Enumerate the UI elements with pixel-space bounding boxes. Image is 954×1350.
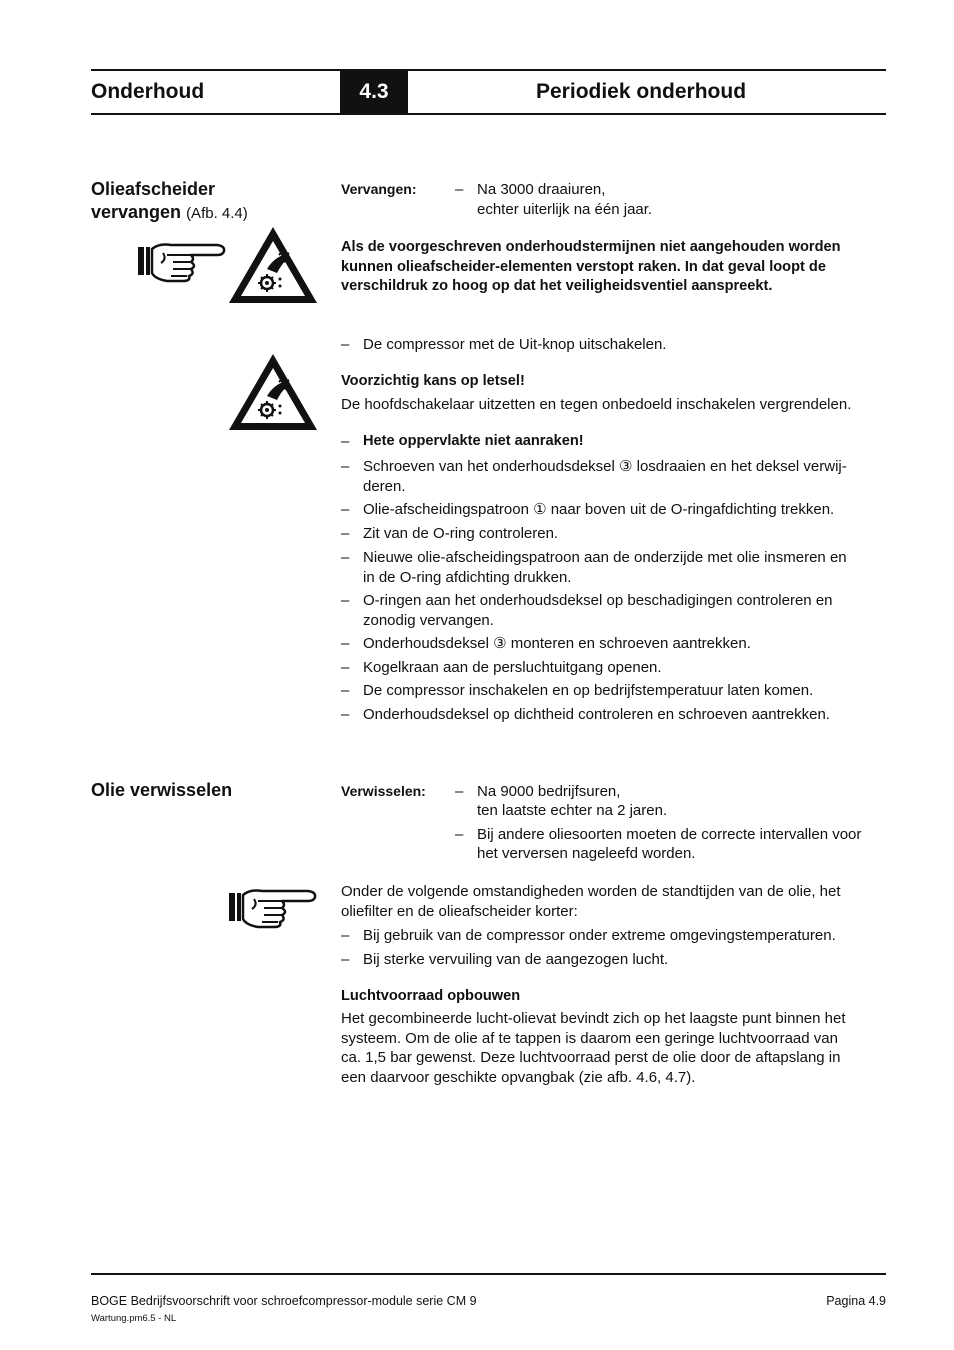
maintenance-step: – Schroeven van het onderhoudsdeksel ③ losdraaien en het deksel verwij- deren.: [341, 457, 887, 496]
replace-label: Vervangen:: [341, 181, 417, 197]
oil-change-title: Olie verwisselen: [91, 780, 233, 800]
maintenance-step: – Onderhoudsdeksel op dichtheid controleren en schroeven aantrekken.: [341, 705, 887, 725]
footer-page-number: Pagina 4.9: [826, 1294, 886, 1308]
footer-file-name: Wartung.pm6.5 - NL: [91, 1313, 177, 1324]
replace-line-1: Na 3000 draaiuren,: [477, 181, 606, 198]
change-line-4: het verversen nageleefd worden.: [477, 845, 696, 862]
maintenance-step: – O-ringen aan het onderhoudsdeksel op beschadigingen controleren en zonodig vervangen.: [341, 591, 887, 630]
change-label: Verwisselen:: [341, 783, 426, 799]
maintenance-step-line: Onderhoudsdeksel ③ monteren en schroeven aantrekken.: [363, 635, 751, 652]
chapter-title: Onderhoud: [91, 80, 205, 103]
maintenance-step-line: in de O-ring afdichting drukken.: [363, 568, 572, 586]
figure-reference: (Afb. 4.4): [186, 205, 248, 222]
header-top-rule: [91, 69, 886, 71]
pointing-hand-icon: [228, 883, 318, 931]
condition-item: – Bij gebruik van de compressor onder extreme omgevingstemperaturen.: [341, 927, 836, 944]
maintenance-step-line: Nieuwe olie-afscheidingspatroon aan de onderzijde met olie insmeren en: [363, 549, 847, 566]
maintenance-step-line: Kogelkraan aan de persluchtuitgang openen.: [363, 659, 662, 676]
maintenance-step: – Onderhoudsdeksel ③ monteren en schroeven aantrekken.: [341, 634, 887, 654]
replace-line-2: echter uiterlijk na één jaar.: [477, 201, 653, 218]
maintenance-step: – Zit van de O-ring controleren.: [341, 524, 887, 544]
change-dash-1: –: [455, 783, 464, 800]
maintenance-step-line: zonodig vervangen.: [363, 611, 494, 629]
maintenance-step-line: Olie-afscheidingspatroon ① naar boven uit de O-ringafdichting trekken.: [363, 501, 835, 518]
maintenance-step-line: deren.: [363, 477, 406, 495]
footer-document-title: BOGE Bedrijfsvoorschrift voor schroefcompressor-module serie CM 9: [91, 1294, 477, 1308]
change-line-2: ten laatste echter na 2 jaren.: [477, 802, 668, 819]
caution-text: De hoofdschakelaar uitzetten en tegen onbedoeld inschakelen vergrendelen.: [341, 396, 852, 413]
maintenance-step: – De compressor inschakelen en op bedrijfstemperatuur laten komen.: [341, 681, 887, 701]
pointing-hand-icon: [137, 237, 227, 285]
change-line-3: Bij andere oliesoorten moeten de correcte intervallen voor: [477, 826, 862, 843]
oil-separator-title: Olieafscheider vervangen (Afb. 4.4): [91, 179, 248, 222]
warning-hand-injury-icon: [227, 225, 319, 305]
condition-item: – Bij sterke vervuiling van de aangezogen lucht.: [341, 951, 669, 968]
maintenance-step: – Kogelkraan aan de persluchtuitgang openen.: [341, 658, 887, 678]
maintenance-warning: Als de voorgeschreven onderhoudstermijnen niet aangehouden worden kunnen olieafscheider-elementen verstopt raken. In dat geval loopt de verschildruk zo hoog op dat het veiligheidsventiel aanspreekt.: [341, 239, 841, 294]
maintenance-step: – Hete oppervlakte niet aanraken!: [341, 432, 887, 452]
change-dash-2: –: [455, 826, 464, 843]
section-number: 4.3: [340, 71, 408, 113]
maintenance-step-line: De compressor inschakelen en op bedrijfstemperatuur laten komen.: [363, 682, 814, 699]
maintenance-step-line: O-ringen aan het onderhoudsdeksel op beschadigingen controleren en: [363, 592, 833, 609]
warning-hand-injury-icon: [227, 352, 319, 432]
replace-dash: –: [455, 181, 464, 198]
maintenance-step: – Olie-afscheidingspatroon ① naar boven uit de O-ringafdichting trekken.: [341, 500, 887, 520]
caution-title: Voorzichtig kans op letsel!: [341, 373, 525, 389]
change-line-1: Na 9000 bedrijfsuren,: [477, 783, 621, 800]
header-bottom-rule: [91, 113, 886, 115]
step-switch-off: – De compressor met de Uit-knop uitschakelen.: [341, 336, 667, 353]
air-supply-title: Luchtvoorraad opbouwen: [341, 988, 521, 1004]
section-title: Periodiek onderhoud: [536, 80, 747, 103]
air-supply-text: Het gecombineerde lucht-olievat bevindt zich op het laagste punt binnen het systeem. Om de olie af te tappen is daarom een geringe luchtvoorraad van ca. 1,5 bar gewenst. Deze luchtvoorraad perst de olie door de aftapslang in een daarvoor geschikte opvangbak (zie afb. 4.6, 4.7).: [341, 1010, 846, 1086]
conditions-intro: Onder de volgende omstandigheden worden de standtijden van de olie, het oliefilter en de olieafscheider korter:: [341, 883, 841, 920]
maintenance-step-line: Onderhoudsdeksel op dichtheid controleren en schroeven aantrekken.: [363, 706, 830, 723]
maintenance-step-line: Schroeven van het onderhoudsdeksel ③ losdraaien en het deksel verwij-: [363, 458, 847, 475]
maintenance-step: – Nieuwe olie-afscheidingspatroon aan de onderzijde met olie insmeren en in de O-ring afdichting drukken.: [341, 548, 887, 587]
footer-rule: [91, 1273, 886, 1275]
maintenance-step-line: Hete oppervlakte niet aanraken!: [363, 433, 584, 449]
maintenance-step-line: Zit van de O-ring controleren.: [363, 525, 559, 542]
